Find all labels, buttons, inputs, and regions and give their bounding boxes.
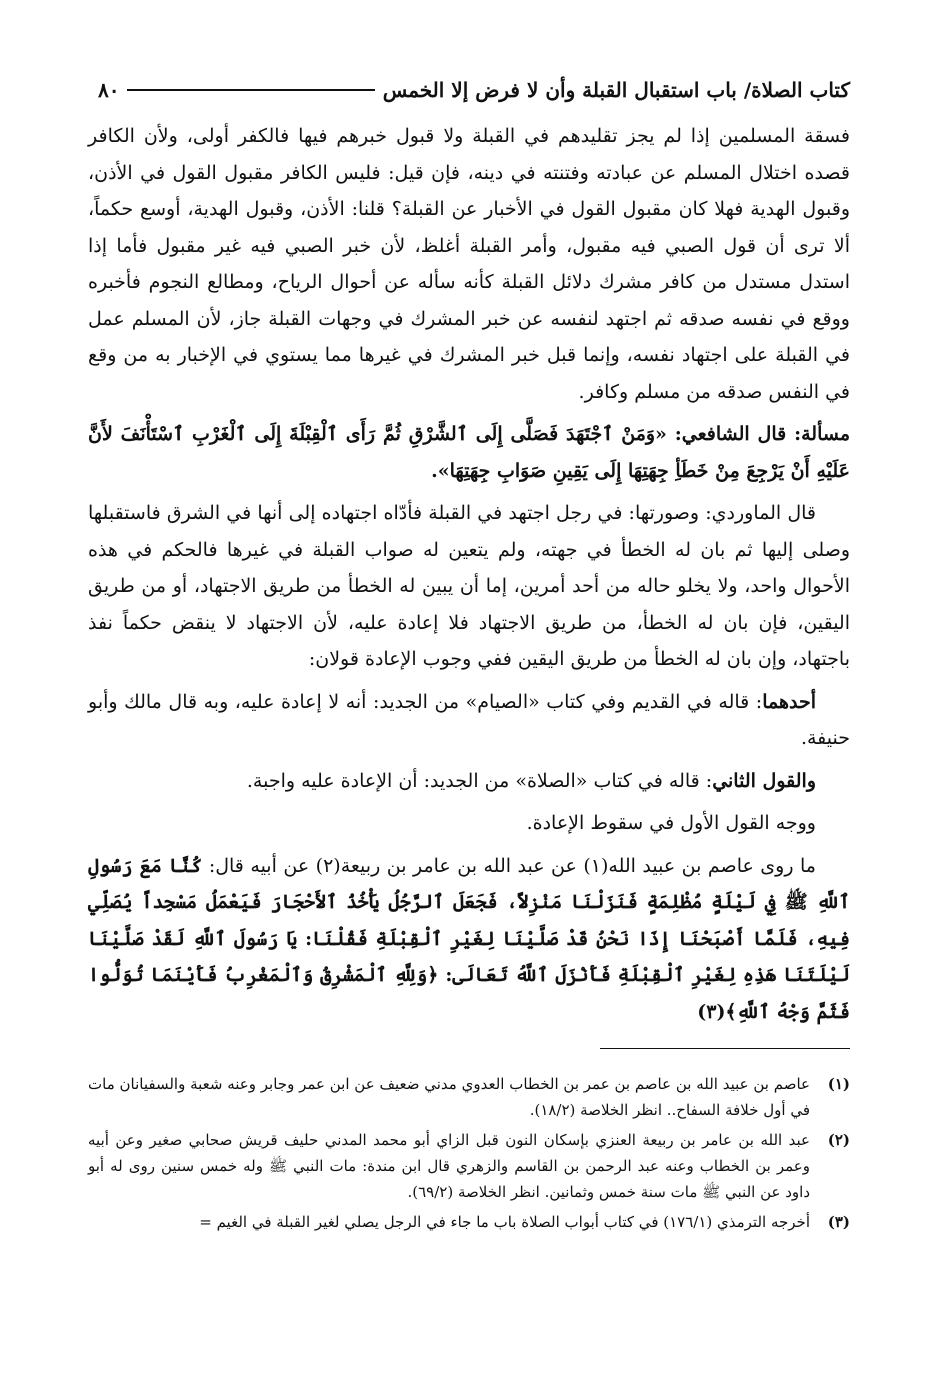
footnote-text: عاصم بن عبيد الله بن عاصم بن عمر بن الخطاب العدوي مدني ضعيف عن ابن عمر وجابر وعنه شعبة والسفيانان مات في أول خلافة السفاح.. انظر الخلاصة (١٨/٢). <box>88 1075 810 1119</box>
footnote-number: (٢) <box>827 1131 850 1149</box>
hadith-text: كُنَّا مَعَ رَسُولِ ٱللَّهِ ﷺ فِي لَيْلَةٍ مُظْلِمَةٍ فَنَزَلْنَا مَنْزِلاً، فَجَعَلَ ٱلرَّجُلُ يَأْخُذُ ٱلأَحْجَارَ فَيَعْمَلُ مَسْجِداً يُصَلِّي فِيهِ، فَلَمَّا أَصْبَحْنَا إِذَا نَحْنُ قَدْ صَلَّيْنَا لِغَيْرِ ٱلْقِبْلَةِ فَقُلْنَا: يَا رَسُولَ ٱللَّهِ لَقَدْ صَلَّيْنَا لَيْلَتَنَا هَذِهِ لِغَيْرِ ٱلْقِبْلَةِ فَأَنْزَلَ ٱللَّهُ تَعَالَى: <box>88 854 850 986</box>
mas-ala-paragraph <box>88 416 850 489</box>
paragraph-kafir: فسقة المسلمين إذا لم يجز تقليدهم في القبلة ولا قبول خبرهم فيها فالكفر أولى، ولأن الكافر قصده اختلال المسلم عن عبادته وفتنته في دينه، فإن قيل: فليس الكافر مقبول القول في الأذن، وقبول الهدية فهلا كان مقبول القول في الأخبار عن القبلة؟ قلنا: الأذن، وقبول الهدية، أوسع حكماً، ألا ترى أن قول الصبي فيه مقبول، وأمر القبلة أغلظ، لأن خبر الصبي فيه غير مقبول فأما إذا استدل مستدل من كافر مشرك دلائل القبلة كأنه سأله عن أحوال الرياح، ومطالع النجوم فأخبره ووقع في نفسه صدقه ثم اجتهد لنفسه عن خبر المشرك في وجهات القبلة جاز، لأن المسلم عمل في القبلة على اجتهاد نفسه، وإنما قبل خبر المشرك في غيرها مما يستوي في الإخبار به من وقع في النفس صدقه من مسلم وكافر. <box>88 125 850 403</box>
page-number: ٨٠ <box>98 78 120 102</box>
first-opinion-label: أحدهما <box>762 690 816 713</box>
footnote-text: أخرجه الترمذي (١٧٦/١) في كتاب أبواب الصلاة باب ما جاء في الرجل يصلي لغير القبلة في الغيم = <box>199 1213 810 1231</box>
footnote <box>88 1209 850 1235</box>
book-page <box>88 70 850 1239</box>
footnote-separator <box>600 1048 850 1049</box>
page-header <box>88 70 850 110</box>
quran-verse: ﴿وَلِلَّهِ ٱلْمَشْرِقُ وَٱلْمَغْرِبُ فَأَيْنَمَا تُوَلُّوا فَثَمَّ وَجْهُ ٱللَّهِ﴾(٣) <box>88 964 850 1023</box>
paragraph-mawardi: قال الماوردي: وصورتها: في رجل اجتهد في القبلة فأدّاه اجتهاده إلى أنها في الشرق فاستقبلها وصلى إليها ثم بان له الخطأ في جهته، ولم يتعين له صواب القبلة في غيرها فالحكم في هذه الأحوال واحد، ولا يخلو حاله من أحد أمرين، إما أن يبين له الخطأ من طريق الاجتهاد، أو من طريق اليقين، فإن بان له الخطأ، من طريق الاجتهاد فلا إعادة عليه، لأن الاجتهاد لا ينقض حكماً نفذ باجتهاد، وإن بان له الخطأ من طريق اليقين ففي وجوب الإعادة قولان: <box>88 502 850 670</box>
shafii-quote: : «وَمَنْ ٱجْتَهَدَ فَصَلَّى إِلَى ٱلشَّرْقِ ثُمَّ رَأَى ٱلْقِبْلَةَ إِلَى ٱلْغَرْبِ ٱسْتَأْنَفَ لأَنَّ عَلَيْهِ أَنْ يَرْجِعَ مِنْ خَطَأِ جِهَتِهَا إِلَى يَقِينِ صَوَابِ جِهَتِهَا». <box>88 423 850 482</box>
footnote <box>88 1127 850 1205</box>
footnote-text: عبد الله بن عامر بن ربيعة العنزي بإسكان النون قبل الزاي أبو محمد المدني حليف قريش صحابي صغير وعن أبيه وعمر بن الخطاب وعنه عبد الرحمن بن القاسم والزهري قال ابن مندة: مات النبي ﷺ وله خمس سنين روى له أبو داود عن النبي ﷺ مات سنة خمس وثمانين. انظر الخلاصة (٦٩/٢). <box>88 1131 810 1201</box>
hadith-intro: ما روى عاصم بن عبيد الله(١) عن عبد الله بن عامر بن ربيعة(٢) عن أبيه قال: <box>202 854 816 877</box>
paragraph-hadith <box>88 848 850 1031</box>
footnote <box>88 1071 850 1123</box>
mas-ala-label: مسألة: قال الشافعي <box>681 423 850 445</box>
footnote-number: (٣) <box>827 1213 850 1231</box>
main-text <box>88 118 850 1030</box>
header-rule <box>127 89 374 91</box>
footnotes <box>88 1071 850 1235</box>
paragraph-second-opinion <box>88 763 850 800</box>
second-opinion-text: : قاله في كتاب «الصلاة» من الجديد: أن الإعادة عليه واجبة. <box>246 769 713 792</box>
second-opinion-label: والقول الثاني <box>712 769 816 792</box>
first-opinion-text: : قاله في القديم وفي كتاب «الصيام» من الجديد: أنه لا إعادة عليه، وبه قال مالك وأبو حنيفة. <box>88 690 850 749</box>
running-title: كتاب الصلاة/ باب استقبال القبلة وأن لا فرض إلا الخمس <box>382 78 850 102</box>
paragraph-first-opinion <box>88 684 850 757</box>
paragraph-first-view-reason: ووجه القول الأول في سقوط الإعادة. <box>526 812 816 834</box>
footnote-number: (١) <box>827 1075 850 1093</box>
